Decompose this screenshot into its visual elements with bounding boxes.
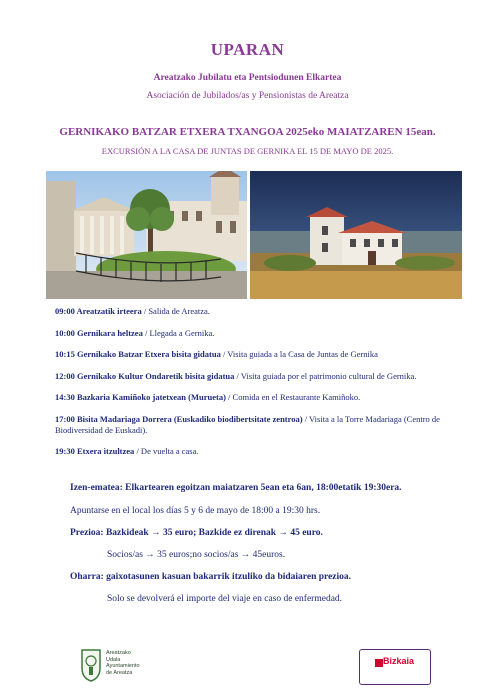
signup-basque: Izen-ematea: Elkartearen egoitzan maiatzaren 5ean eta 6an, 18:00etatik 19:30era. xyxy=(70,483,402,493)
schedule-spanish: / Visita guiada a la Casa de Juntas de Gernika xyxy=(220,349,378,359)
council-text-line: Ayuntamiento xyxy=(106,663,140,669)
council-text-line: Areatzako xyxy=(106,650,131,656)
schedule-spanish: / Comida en el Restaurante Kamiñoko. xyxy=(225,392,361,402)
schedule-time-basque: 17:00 Bisita Madariaga Dorrera (Euskadiko biodibertsitate zentroa) xyxy=(55,413,303,424)
bizkaia-sponsor-logo xyxy=(359,649,431,685)
schedule-item xyxy=(55,349,450,360)
schedule-spanish: / Visita a la Torre Madariaga (Centro de Biodiversidad de Euskadi). xyxy=(55,413,440,435)
schedule-item xyxy=(55,306,450,317)
schedule-time-basque: 14:30 Bazkaria Kamiñoko jatetxean (Murueta) xyxy=(55,392,226,402)
council-text-line: Udala xyxy=(106,656,121,663)
schedule-item xyxy=(55,446,450,457)
association-name-basque: Areatzako Jubilatu eta Pentsiodunen Elkartea xyxy=(153,73,342,83)
schedule-time-basque: 10:00 Gernikara heltzea xyxy=(55,327,143,338)
schedule-spanish: / De vuelta a casa. xyxy=(134,446,199,456)
price-basque: Prezioa: Bazkideak → 35 euro; Bazkide ez direnak → 45 euro. xyxy=(70,528,323,538)
schedule-item xyxy=(55,392,450,403)
bizkaia-wordmark: Bizkaia xyxy=(383,656,415,666)
schedule-time-basque: 19:30 Etxera itzultzea xyxy=(55,446,135,456)
council-shield-icon xyxy=(80,648,102,682)
price-spanish: Socios/as → 35 euros;no socios/as → 45euros. xyxy=(107,550,286,560)
note-spanish: Solo se devolverá el importe del viaje en caso de enfermedad. xyxy=(107,594,343,604)
trip-title-spanish: EXCURSIÓN A LA CASA DE JUNTAS DE GERNIKA EL 15 DE MAYO DE 2025. xyxy=(101,146,394,156)
association-name-spanish: Asociación de Jubilados/as y Pensionistas de Areatza xyxy=(146,91,349,101)
casa-de-juntas-photo xyxy=(46,171,247,299)
council-text-line: de Areatza xyxy=(106,669,133,676)
schedule-spanish: / Visita guiada por el patrimonio cultural de Gernika. xyxy=(234,370,417,381)
schedule-item xyxy=(55,328,450,339)
note-basque: Oharra: gaixotasunen kasuan bakarrik itzuliko da bidaiaren prezioa. xyxy=(70,572,351,582)
schedule-spanish: / Salida de Areatza. xyxy=(141,306,210,316)
torre-madariaga-photo xyxy=(250,171,462,299)
schedule-item xyxy=(55,414,450,436)
schedule-time-basque: 10:15 Gernikako Batzar Etxera bisita gidatua xyxy=(55,349,221,359)
schedule-list xyxy=(55,306,450,468)
trip-title-basque: GERNIKAKO BATZAR ETXERA TXANGOA 2025eko MAIATZAREN 15ean. xyxy=(59,126,436,138)
schedule-time-basque: 09:00 Areatzatik irteera xyxy=(55,306,142,316)
page-title: UPARAN xyxy=(210,40,285,59)
signup-spanish: Apuntarse en el local los días 5 y 6 de mayo de 18:00 a 19:30 hrs. xyxy=(70,506,321,516)
schedule-item xyxy=(55,371,450,382)
schedule-spanish: / Llegada a Gernika. xyxy=(142,327,215,338)
schedule-time-basque: 12:00 Gernikako Kultur Ondaretik bisita gidatua xyxy=(55,370,235,381)
